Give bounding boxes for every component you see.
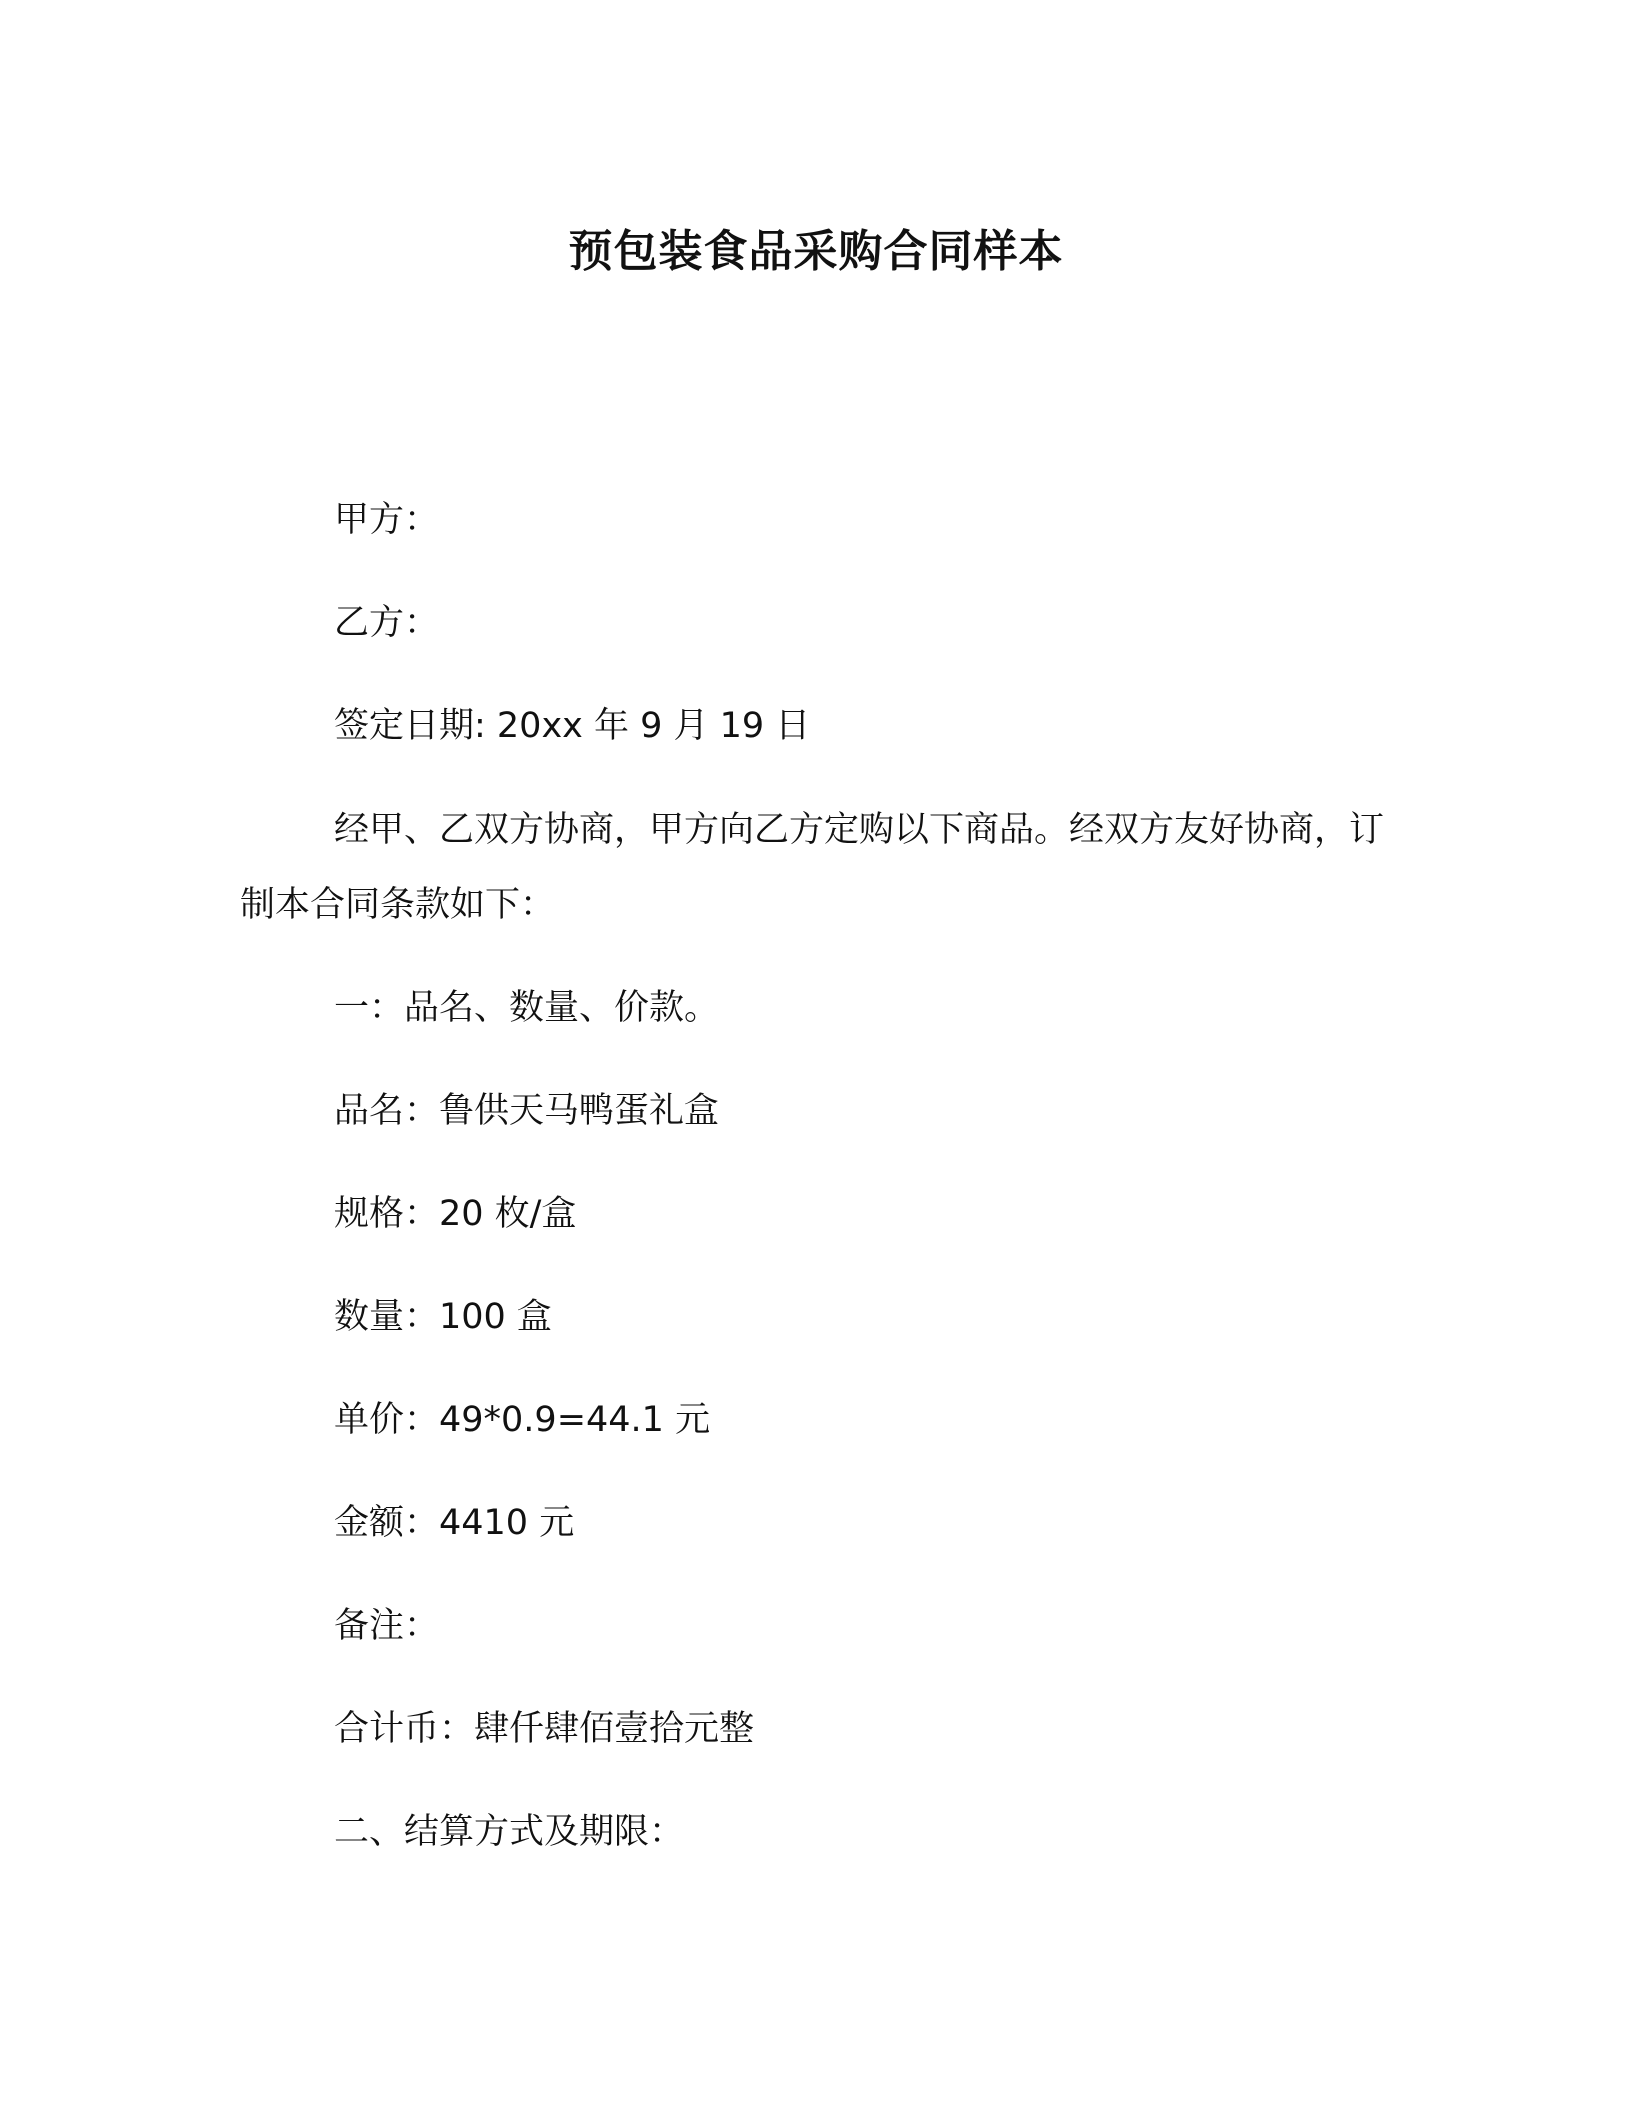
remarks-line: 备注： xyxy=(334,1606,440,1646)
total-words-line: 合计币：肆仟肆佰壹拾元整 xyxy=(334,1709,755,1749)
party-a-line: 甲方： xyxy=(334,500,440,540)
document-title: 预包装食品采购合同样本 xyxy=(568,226,1064,277)
intro-paragraph: 经甲、乙双方协商，甲方向乙方定购以下商品。经双方友好协商，订制本合同条款如下： xyxy=(240,810,1385,925)
sign-date-line: 签定日期: 20xx 年 9 月 19 日 xyxy=(334,706,811,746)
section2-heading: 二、结算方式及期限： xyxy=(334,1812,685,1852)
section1-heading: 一：品名、数量、价款。 xyxy=(334,988,720,1028)
party-b-line: 乙方： xyxy=(334,603,440,643)
quantity-line: 数量：100 盒 xyxy=(334,1297,552,1337)
product-name-line: 品名：鲁供天马鸭蛋礼盒 xyxy=(334,1091,720,1131)
unit-price-line: 单价：49*0.9=44.1 元 xyxy=(334,1400,711,1440)
specification-line: 规格：20 枚/盒 xyxy=(334,1194,577,1234)
amount-line: 金额：4410 元 xyxy=(334,1503,575,1543)
